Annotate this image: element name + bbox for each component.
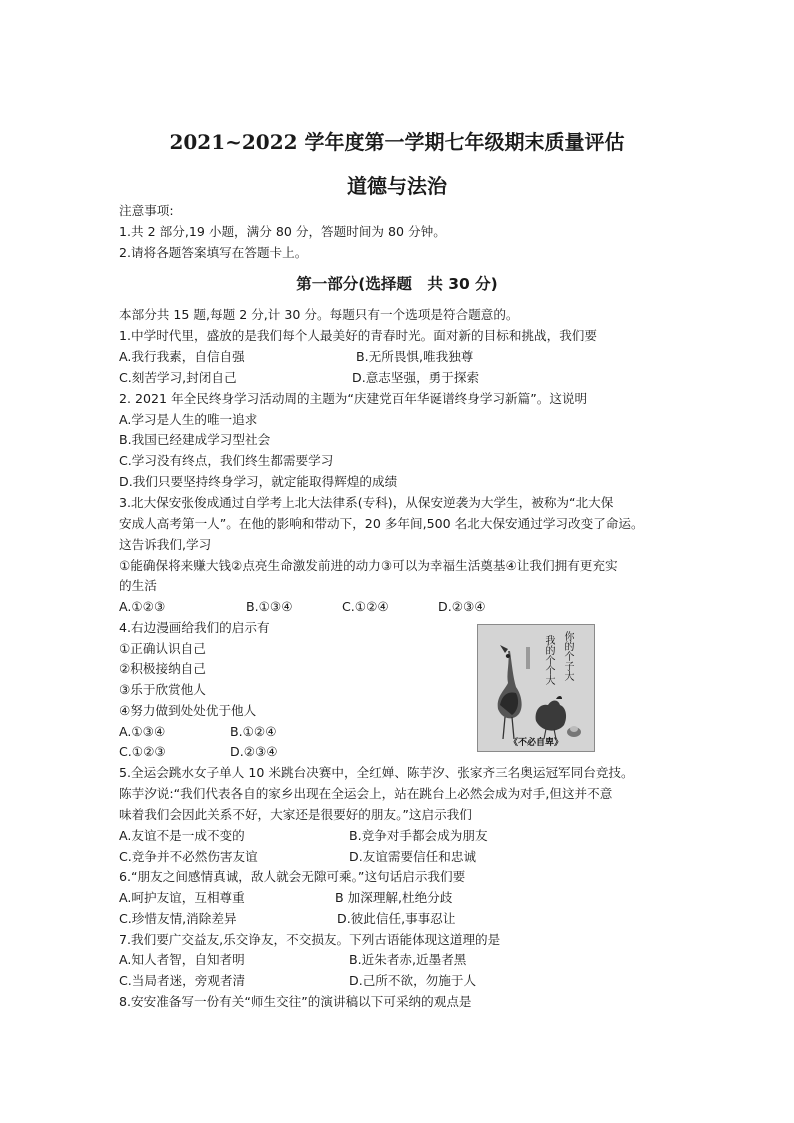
q4-option-c: C.①②③ xyxy=(119,744,166,759)
q7-option-b: B.近朱者赤,近墨者黑 xyxy=(349,952,467,967)
q4-option-d: D.②③④ xyxy=(230,744,278,759)
q6-option-d: D.彼此信任,事事忍让 xyxy=(337,911,456,926)
q3-option-a: A.①②③ xyxy=(119,599,166,614)
q5-stem: 味着我们会因此关系不好，大家还是很要好的朋友。”这启示我们 xyxy=(119,807,472,822)
q7-option-d: D.己所不欲，勿施于人 xyxy=(349,973,477,988)
q7-option-c: C.当局者迷，旁观者清 xyxy=(119,973,246,988)
q5-stem: 陈芋汐说:“我们代表各自的家乡出现在全运会上，站在跳台上必然会成为对手,但这并不意 xyxy=(119,786,613,801)
q6-option-a: A.呵护友谊，互相尊重 xyxy=(119,890,245,905)
subject-title: 道德与法治 xyxy=(347,174,447,198)
q3-option-c: C.①②④ xyxy=(342,599,389,614)
q5-option-a: A.友谊不是一成不变的 xyxy=(119,828,245,843)
q4-stem: 4.右边漫画给我们的启示有 xyxy=(119,620,270,635)
q5-option-c: C.竞争并不必然伤害友谊 xyxy=(119,849,258,864)
q4-statement: ①正确认识自己 xyxy=(119,641,206,656)
q3-statements: 的生活 xyxy=(119,578,157,593)
exam-title: 2021~2022 学年度第一学期七年级期末质量评估 xyxy=(169,130,625,154)
q1-option-c: C.刻苦学习,封闭自己 xyxy=(119,370,237,385)
q3-statements: ①能确保将来赚大钱②点亮生命激发前进的动力③可以为幸福生活奠基④让我们拥有更充实 xyxy=(119,558,618,573)
q1-stem: 1.中学时代里，盛放的是我们每个人最美好的青春时光。面对新的目标和挑战，我们要 xyxy=(119,328,597,343)
q7-option-a: A.知人者智，自知者明 xyxy=(119,952,245,967)
cartoon-text-column: 我的个个大 xyxy=(543,635,554,685)
note-item: 2.请将各题答案填写在答题卡上。 xyxy=(119,245,308,260)
cartoon-text-column: 你的个子大 xyxy=(562,631,573,681)
q6-option-c: C.珍惜友情,消除差异 xyxy=(119,911,237,926)
crane-and-hen-illustration xyxy=(478,625,594,751)
q3-option-d: D.②③④ xyxy=(438,599,486,614)
q1-option-a: A.我行我素，自信自强 xyxy=(119,349,245,364)
q1-option-b: B.无所畏惧,唯我独尊 xyxy=(356,349,474,364)
q4-option-a: A.①③④ xyxy=(119,724,166,739)
notes-heading: 注意事项: xyxy=(119,203,174,218)
q5-option-b: B.竞争对手都会成为朋友 xyxy=(349,828,488,843)
q3-stem: 这告诉我们,学习 xyxy=(119,537,212,552)
q2-option-a: A.学习是人生的唯一追求 xyxy=(119,412,258,427)
note-item: 1.共 2 部分,19 小题，满分 80 分，答题时间为 80 分钟。 xyxy=(119,224,446,239)
q3-stem: 安成人高考第一人”。在他的影响和带动下，20 多年间,500 名北大保安通过学习改变了命运。 xyxy=(119,516,644,531)
q2-option-b: B.我国已经建成学习型社会 xyxy=(119,432,271,447)
q8-stem: 8.安安准备写一份有关“师生交往”的演讲稿以下可采纳的观点是 xyxy=(119,994,472,1009)
cartoon-caption: 《不必自卑》 xyxy=(508,738,563,748)
part1-intro: 本部分共 15 题,每题 2 分,计 30 分。每题只有一个选项是符合题意的。 xyxy=(119,307,519,322)
q5-stem: 5.全运会跳水女子单人 10 米跳台决赛中，全红婵、陈芋汐、张家齐三名奥运冠军同台竞技。 xyxy=(119,765,634,780)
q4-statement: ③乐于欣赏他人 xyxy=(119,682,206,697)
q1-option-d: D.意志坚强，勇于探索 xyxy=(352,370,480,385)
q5-option-d: D.友谊需要信任和忠诚 xyxy=(349,849,477,864)
q6-stem: 6.“朋友之间感情真诚，敌人就会无隙可乘。”这句话启示我们要 xyxy=(119,869,466,884)
q7-stem: 7.我们要广交益友,乐交诤友，不交损友。下列古语能体现这道理的是 xyxy=(119,932,501,947)
q3-stem: 3.北大保安张俊成通过自学考上北大法律系(专科)，从保安逆袭为大学生，被称为“北大保 xyxy=(119,495,614,510)
q4-statement: ②积极接纳自己 xyxy=(119,661,206,676)
q2-stem: 2. 2021 年全民终身学习活动周的主题为“庆建党百年华诞谱终身学习新篇”。这说明 xyxy=(119,391,588,406)
q3-option-b: B.①③④ xyxy=(246,599,293,614)
q4-statement: ④努力做到处处优于他人 xyxy=(119,703,257,718)
q2-option-d: D.我们只要坚持终身学习，就定能取得辉煌的成绩 xyxy=(119,474,398,489)
q6-option-b: B 加深理解,杜绝分歧 xyxy=(335,890,453,905)
part1-heading: 第一部分(选择题 共 30 分) xyxy=(296,275,498,293)
q4-option-b: B.①②④ xyxy=(230,724,277,739)
q2-option-c: C.学习没有终点，我们终生都需要学习 xyxy=(119,453,334,468)
cartoon-image xyxy=(477,624,595,752)
